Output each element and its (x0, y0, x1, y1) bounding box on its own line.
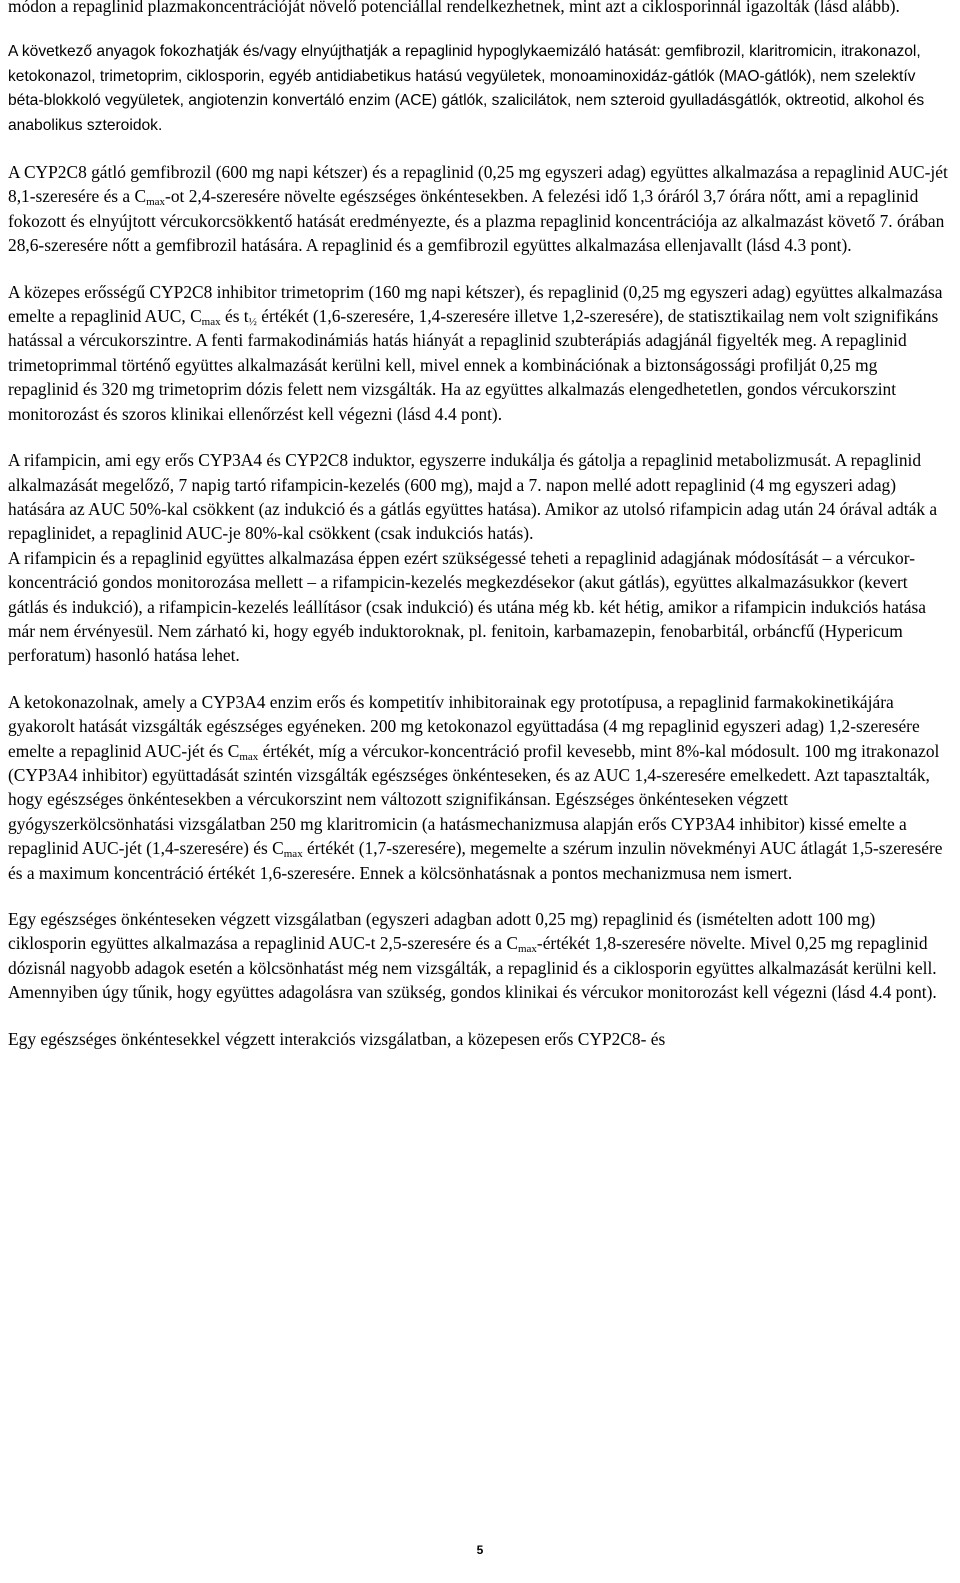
subscript-max: max (517, 943, 537, 956)
page-number: 5 (476, 1543, 484, 1557)
paragraph-ketoconazole-text-1: A ketokonazolnak, amely a CYP3A4 enzim erős és kompetitív inhibitorainak egy prototípusa, a repaglinid farmakokinetikájára gyakorolt hatását vizsgálták egészséges egyéneken. 200 mg ketokonazol együttadása (4 mg repaglinid egyszeri adag) 1,2-szeresére emelte a repaglinid AUC-jét és C (8, 691, 920, 761)
paragraph-trimethoprim-text-1: A közepes erősségű CYP2C8 inhibitor trimetoprim (160 mg napi kétszer), és repaglinid (0,25 mg egyszeri adag) együttes alkalmazása emelte a repaglinid AUC, C (8, 281, 943, 327)
paragraph-trimethoprim-text-3: értékét (1,6-szeresére, 1,4-szeresére illetve 1,2-szeresére), de statisztikailag nem volt szignifikáns hatással a vércukorszintre. A fenti farmakodinámiás hatás hiányát a repaglinid szubterápiás adagjánál figyelték meg. A repaglinid trimetoprimmal történő együttes alkalmazását kerülni kell, mivel ennek a kombinációnak a biztonságossági profilját 0,25 mg repaglinid és 320 mg trimetoprim dózis felett nem vizsgálták. Ha az együttes alkalmazás elengedhetetlen, gondos vércukorszint monitorozást és szoros klinikai ellenőrzést kell végezni (lásd 4.4 pont). (8, 306, 939, 424)
subscript-max: max (239, 750, 259, 763)
subscript-half: ½ (248, 316, 257, 329)
paragraph-rifampicin-1-text: A rifampicin, ami egy erős CYP3A4 és CYP2C8 induktor, egyszerre indukálja és gátolja a repaglinid metabolizmusát. A repaglinid alkalmazását megelőző, 7 napig tartó rifampicin-kezelés (600 mg), majd a 7. napon mellé adott repaglinid (4 mg egyszeri adag) hatására az AUC 50%-kal csökkent (az indukció és a gátlás együttes hatása). Amikor az utolsó rifampicin adag után 24 órával adták a repaglinidet, a repaglinid AUC-je 80%-kal csökkent (csak indukciós hatás). (8, 450, 938, 544)
paragraph-ketoconazole-text-2: értékét, míg a vércukor-koncentráció profil kevesebb, mint 8%-kal módosult. 100 mg itrakonazol (CYP3A4 inhibitor) együttadását szintén vizsgálták egészséges önkénteseken, és az AUC 1,4-szeresére emelkedett. Azt tapasztalták, hogy egészséges önkéntesekben a vércukorszint nem változott szignifikánsan. Egészséges önkénteseken végzett gyógyszerkölcsönhatási vizsgálatban 250 mg klaritromicin (a hatásmechanizmusa alapján erős CYP3A4 inhibitor) kissé emelte a repaglinid AUC-jét (1,4-szeresére) és C (8, 740, 940, 859)
paragraph-cyclosporine-text-1: Egy egészséges önkénteseken végzett vizsgálatban (egyszeri adagban adott 0,25 mg) repaglinid és (ismételten adott 100 mg) ciklosporin együttes alkalmazása a repaglinid AUC-t 2,5-szeresére és a C (8, 909, 876, 954)
paragraph-gemfibrozil-text-1: A CYP2C8 gátló gemfibrozil (600 mg napi kétszer) és a repaglinid (0,25 mg egyszeri adag) együttes alkalmazása a repaglinid AUC-jét 8,1-szeresére és a C (8, 162, 948, 207)
subscript-max: max (283, 848, 303, 861)
paragraph-interaction-list (8, 40, 952, 138)
paragraph-interaction-list-text: A következő anyagok fokozhatják és/vagy elnyújthatják a repaglinid hypoglykaemizáló hatását: gemfibrozil, klaritromicin, itrakonazol, ketokonazol, trimetoprim, ciklosporin, egyéb antidiabetikus hatású vegyületek, monoaminoxidáz-gátlók (MAO-gátlók), nem szelektív béta-blokkoló vegyületek, angiotenzin konvertáló enzim (ACE) gátlók, szalicilátok, nem szteroid gyulladásgátlók, oktreotid, alkohol és anabolikus szteroidok. (8, 43, 925, 134)
paragraph-rifampicin-2-text: A rifampicin és a repaglinid együttes alkalmazása éppen ezért szükségessé teheti a repaglinid adagjának módosítását – a vércukor-koncentráció gondos monitorozása mellett – a rifampicin-kezelés megkezdésekor (akut gátlás), együttes alkalmazásukkor (kevert gátlás és indukció), a rifampicin-kezelés leállításor (csak indukció) és utána még kb. két hétig, amikor a rifampicin indukciós hatása már nem érvényesül. Nem zárható ki, hogy egyéb induktoroknak, pl. fenitoin, karbamazepin, fenobarbitál, orbáncfű (Hypericum perforatum) hasonló hatása lehet. (8, 547, 927, 666)
paragraph-last-text: Egy egészséges önkéntesekkel végzett interakciós vizsgálatban, a közepesen erős CYP2C8- és (8, 1028, 666, 1049)
paragraph-trimethoprim (8, 280, 952, 426)
paragraph-last (8, 1027, 952, 1051)
paragraph-ketoconazole (8, 690, 952, 885)
paragraph-rifampicin-1 (8, 448, 952, 546)
paragraph-trimethoprim-text-2: és t (220, 306, 249, 327)
paragraph-cyclosporine (8, 907, 952, 1005)
subscript-max: max (146, 196, 166, 209)
paragraph-intro (8, 0, 952, 18)
paragraph-gemfibrozil (8, 160, 952, 258)
subscript-max: max (201, 316, 221, 329)
paragraph-cyclosporine-text-2: -értékét 1,8-szeresére növelte. Mivel 0,25 mg repaglinid dózisnál nagyobb adagok esetén a kölcsönhatást még nem vizsgálták, a repaglinid és a ciklosporin együttes alkalmazását kerülni kell. Amennyiben úgy tűnik, hogy együttes adagolásra van szükség, gondos klinikai és vércukor monitorozást kell végezni (lásd 4.4 pont). (8, 933, 937, 1003)
paragraph-rifampicin-2 (8, 546, 952, 668)
paragraph-gemfibrozil-text-2: -ot 2,4-szeresére növelte egészséges önkéntesekben. A felezési idő 1,3 óráról 3,7 órára nőtt, ami a repaglinid fokozott és elnyújtott vércukorcsökkentő hatását eredményezte, és a plazma repaglinid koncentrációja az alkalmazást követő 7. órában 28,6-szeresére nőtt a gemfibrozil hatására. A repaglinid és a gemfibrozil együttes alkalmazása ellenjavallt (lásd 4.3 pont). (8, 186, 945, 256)
paragraph-intro-text: módon a repaglinid plazmakoncentrációját növelő potenciállal rendelkezhetnek, mint azt a ciklosporinnál igazolták (lásd alább). (8, 0, 900, 16)
paragraph-ketoconazole-text-3: értékét (1,7-szeresére), megemelte a szérum inzulin növekményi AUC átlagát 1,5-szeresére és a maximum koncentráció értékét 1,6-szeresére. Ennek a kölcsönhatásnak a pontos mechanizmusa nem ismert. (8, 838, 943, 883)
